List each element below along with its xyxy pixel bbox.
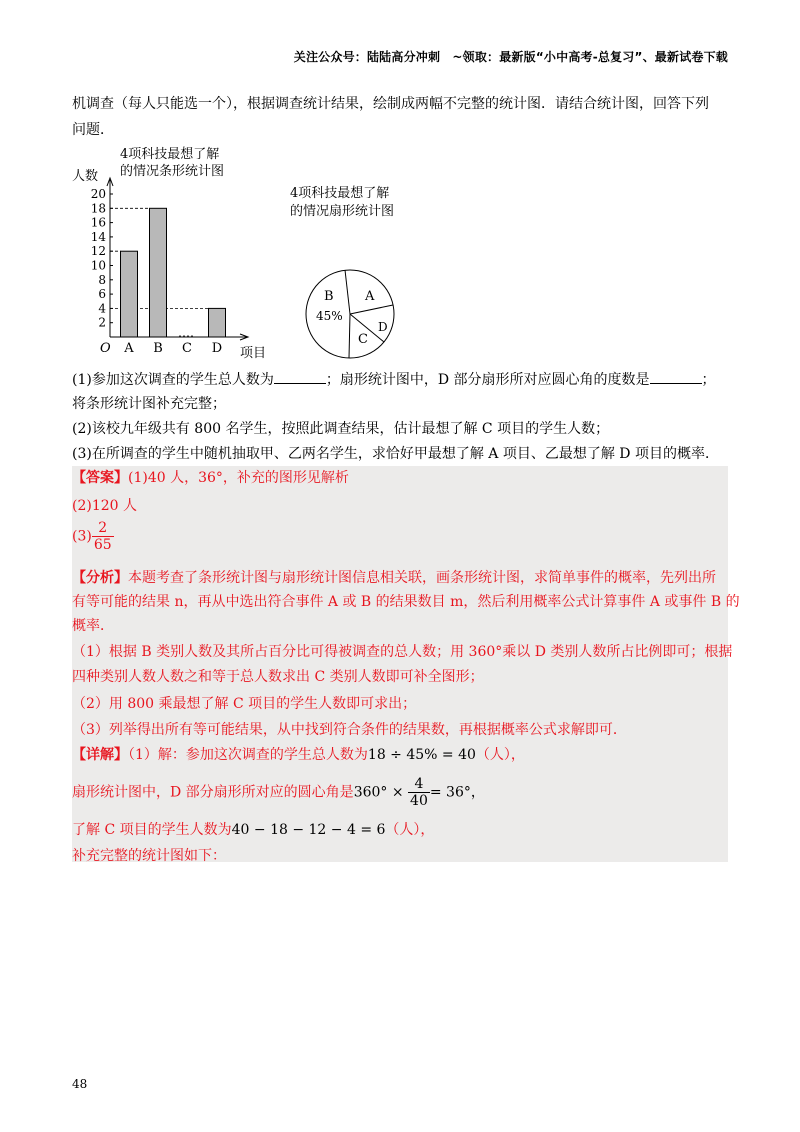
pie-label-b-percent: 45%	[316, 309, 343, 323]
pie-label-b: B	[324, 289, 334, 304]
detail-line-3	[72, 820, 434, 840]
answer-line-2: (2)120 人	[72, 498, 138, 514]
y-tick-label: 2	[98, 315, 106, 330]
bar-b	[150, 208, 167, 337]
pie-boundary-ad	[350, 305, 393, 314]
question-1	[72, 369, 716, 390]
analysis-line-7: （3）列举得出所有等可能结果，从中找到符合条件的结果数，再根据概率公式求解即可．	[72, 722, 627, 738]
answer-3-numerator: 2	[92, 520, 114, 537]
detail-unit-3: （人），	[385, 822, 435, 838]
answer-blank-1	[274, 369, 326, 384]
page-header: 关注公众号：陆陆高分冲刺 ~领取：最新版“小中高考-总复习”、最新试卷下载	[293, 50, 728, 64]
question-1-part-a: (1)参加这次调查的学生总人数为	[72, 372, 274, 388]
analysis-line-4: （1）根据 B 类别人数及其所占百分比可得被调查的总人数；用 360°乘以 D 类别人数所占比例即可；根据	[72, 644, 733, 660]
y-tick-label: 6	[98, 287, 106, 302]
detail-math-3: 40 − 18 − 12 − 4 = 6	[231, 822, 386, 838]
pie-label-c: C	[358, 332, 368, 347]
pie-label-a: A	[365, 289, 375, 304]
question-3: (3)在所调查的学生中随机抽取甲、乙两名学生，求恰好甲最想了解 A 项目、乙最想了解 D 项目的概率．	[72, 446, 719, 462]
detail-math-2a: 360° ×	[353, 784, 404, 801]
detail-line-2	[72, 776, 485, 809]
answer-3-fraction	[92, 520, 114, 553]
pie-label-d: D	[378, 320, 388, 334]
answer-blank-2	[650, 369, 702, 384]
y-tick-label: 18	[90, 201, 106, 216]
question-2: (2)该校九年级共有 800 名学生，按照此调查结果，估计最想了解 C 项目的学生人数；	[72, 421, 610, 437]
analysis-tag: 【分析】	[72, 570, 128, 586]
question-1-instruction: 将条形统计图补充完整；	[72, 396, 226, 412]
y-tick-label: 20	[90, 187, 106, 201]
y-tick-label: 4	[98, 301, 106, 316]
detail-math-2b: = 36°，	[429, 784, 485, 801]
page-number: 48	[72, 1077, 88, 1091]
question-1-part-c: ；	[701, 372, 716, 388]
bar-chart-title-2: 的情况条形统计图	[120, 164, 225, 179]
answer-line-1	[72, 468, 349, 488]
y-tick-label: 12	[90, 244, 106, 259]
y-tick-label: 10	[90, 258, 106, 273]
detail-unit-1: （人），	[475, 747, 525, 763]
category-label-b: B	[153, 341, 163, 356]
bar-chart-xlabel: 项目	[240, 346, 267, 361]
pie-chart-title-1: 4项科技最想了解	[290, 186, 390, 201]
analysis-line-3: 概率．	[72, 618, 114, 634]
detail-fraction-numerator: 4	[408, 776, 430, 793]
pie-boundary-ab	[345, 270, 350, 314]
pie-chart-title-2: 的情况扇形统计图	[290, 204, 395, 219]
answer-line-3	[72, 520, 114, 553]
pie-chart	[280, 180, 420, 365]
bar-chart-categories	[123, 341, 222, 356]
bar-chart-title-1: 4项科技最想了解	[120, 147, 220, 162]
answer-3-prefix: (3)	[72, 528, 92, 545]
pie-boundary-bc	[349, 314, 350, 358]
bar-chart-bars	[121, 208, 226, 337]
bar-a	[121, 251, 138, 337]
bar-chart	[72, 140, 282, 365]
analysis-text-1: 本题考查了条形统计图与扇形统计图信息相关联，画条形统计图，求简单事件的概率，先列出所	[128, 570, 716, 586]
detail-text-2: 扇形统计图中，D 部分扇形所对应的圆心角是	[72, 784, 354, 801]
category-label-a: A	[124, 341, 134, 356]
analysis-line-1	[72, 568, 716, 588]
y-tick-label: 8	[98, 272, 106, 287]
category-label-c: C	[182, 341, 192, 356]
bar-chart-origin: O	[100, 341, 111, 356]
y-tick-label: 16	[90, 215, 106, 230]
analysis-line-6: （2）用 800 乘最想了解 C 项目的学生人数即可求出；	[72, 696, 417, 712]
detail-math-1: 18 ÷ 45% = 40	[367, 747, 476, 763]
detail-fraction	[408, 776, 430, 809]
detail-text-3: 了解 C 项目的学生人数为	[72, 822, 232, 838]
analysis-line-5: 四种类别人数人数之和等于总人数求出 C 类别人数即可补全图形；	[72, 669, 484, 685]
category-label-d: D	[211, 341, 223, 356]
answer-1: (1)40 人，36°，补充的图形见解析	[128, 470, 349, 486]
bar-d	[209, 308, 226, 337]
intro-line-2: 问题．	[72, 122, 114, 138]
question-1-part-b: ；扇形统计图中，D 部分扇形所对应圆心角的度数是	[325, 372, 650, 388]
y-tick-label: 14	[90, 229, 106, 244]
analysis-line-2: 有等可能的结果 n，再从中选出符合事件 A 或 B 的结果数目 m，然后利用概率公式计算事件 A 或事件 B 的	[72, 594, 740, 610]
answer-3-denominator: 65	[93, 537, 112, 553]
answer-tag: 【答案】	[72, 470, 128, 486]
detail-line-1	[72, 745, 525, 765]
detail-tag: 【详解】	[72, 747, 128, 763]
bar-chart-ylabel: 人数	[72, 169, 99, 184]
intro-line-1: 机调查（每人只能选一个），根据调查统计结果，绘制成两幅不完整的统计图．请结合统计图，回答下列	[72, 96, 709, 112]
detail-line-4: 补充完整的统计图如下：	[72, 848, 226, 864]
detail-text-1: （1）解：参加这次调查的学生总人数为	[128, 747, 368, 763]
detail-fraction-denominator: 40	[410, 793, 428, 809]
